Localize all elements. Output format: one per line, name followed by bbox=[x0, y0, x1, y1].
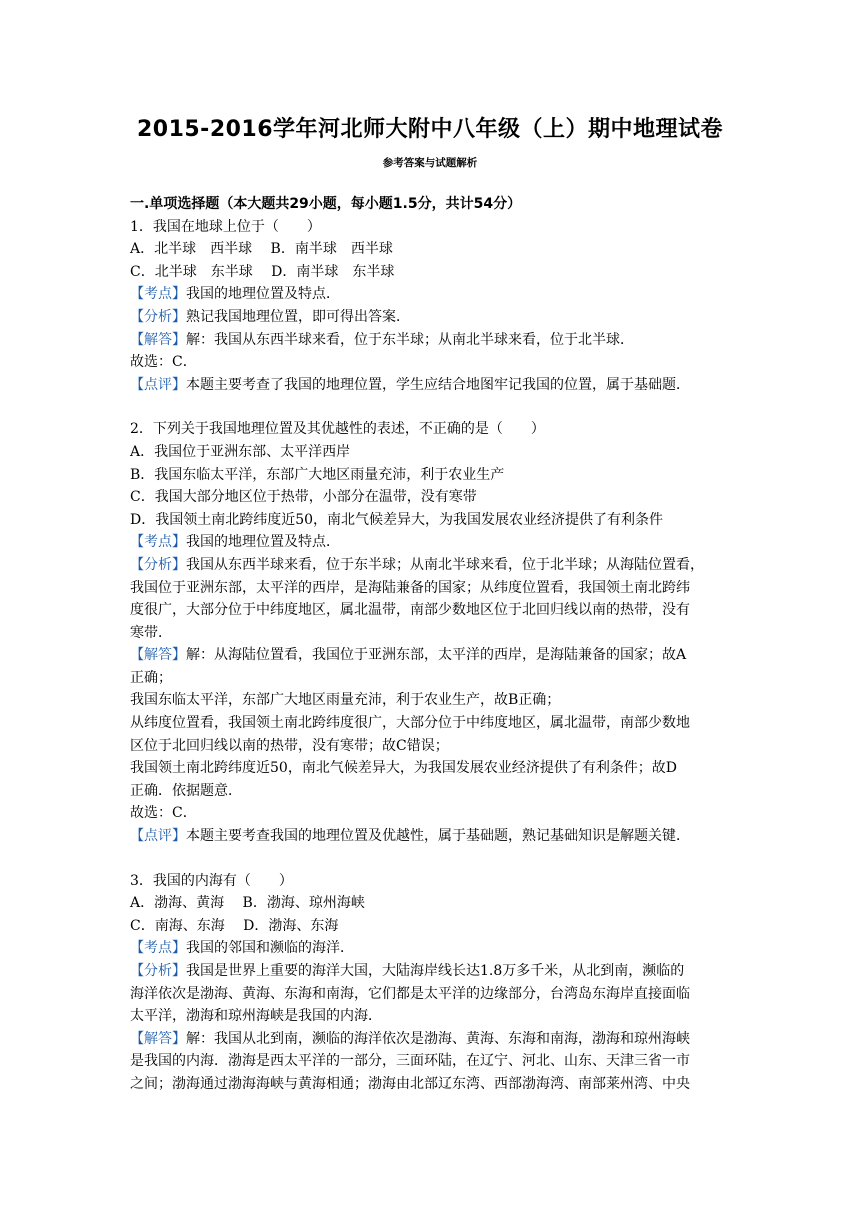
question-stem: 3．我国的内海有（ ） bbox=[130, 872, 293, 889]
fenxi-row bbox=[130, 306, 740, 329]
jieda-row bbox=[130, 1028, 740, 1051]
jieda-text: 解：我国从东西半球来看，位于东半球；从南北半球来看，位于北半球． bbox=[186, 331, 634, 348]
option-row: B．我国东临太平洋，东部广大地区雨量充沛，利于农业生产 bbox=[130, 466, 505, 483]
section-heading: 一.单项选择题（本大题共29小题，每小题1.5分，共计54分） bbox=[130, 196, 522, 212]
text-line: 是我国的内海．渤海是西太平洋的一部分，三面环陆，在辽宁、河北、山东、天津三省一市 bbox=[130, 1053, 690, 1070]
question-1 bbox=[130, 216, 740, 397]
dianping-tag: 【点评】 bbox=[130, 376, 186, 393]
text-line: 我国东临太平洋，东部广大地区雨量充沛，利于农业生产，故B正确； bbox=[130, 692, 561, 709]
spacer bbox=[130, 396, 740, 418]
dianping-row bbox=[130, 825, 740, 848]
option-row: A．渤海、黄海 B．渤海、琼州海峡 bbox=[130, 895, 365, 912]
fenxi-text: 我国是世界上重要的海洋大国，大陆海岸线长达1.8万多千米，从北到南，濒临的 bbox=[186, 963, 685, 979]
dianping-tag: 【点评】 bbox=[130, 828, 186, 845]
kaodian-tag: 【考点】 bbox=[130, 940, 186, 957]
document-body bbox=[130, 193, 740, 1096]
jieda-tag: 【解答】 bbox=[130, 331, 186, 348]
jieda-tag: 【解答】 bbox=[130, 647, 186, 664]
kaodian-row bbox=[130, 531, 740, 554]
spacer bbox=[130, 848, 740, 870]
question-stem: 2．下列关于我国地理位置及其优越性的表述，不正确的是（ ） bbox=[130, 421, 545, 438]
answer-select: 故选：C． bbox=[130, 354, 197, 371]
text-line: 海洋依次是渤海、黄海、东海和南海，它们都是太平洋的边缘部分，台湾岛东海岸直接面临 bbox=[130, 985, 690, 1002]
fenxi-tag: 【分析】 bbox=[130, 308, 186, 325]
kaodian-text: 我国的邻国和濒临的海洋． bbox=[186, 940, 354, 957]
kaodian-row bbox=[130, 283, 740, 306]
question-2 bbox=[130, 418, 740, 847]
dianping-text: 本题主要考查了我国的地理位置，学生应结合地图牢记我国的位置，属于基础题． bbox=[186, 376, 690, 393]
text-line: 正确； bbox=[130, 669, 172, 686]
text-line: 区位于北回归线以南的热带，没有寒带；故C错误； bbox=[130, 737, 449, 754]
jieda-text: 解：从海陆位置看，我国位于亚洲东部，太平洋的西岸，是海陆兼备的国家；故A bbox=[186, 647, 687, 664]
option-row: C．我国大部分地区位于热带，小部分在温带，没有寒带 bbox=[130, 489, 477, 506]
option-row: D．我国领土南北跨纬度近50，南北气候差异大，为我国发展农业经济提供了有利条件 bbox=[130, 511, 664, 528]
text-line: 之间；渤海通过渤海海峡与黄海相通；渤海由北部辽东湾、西部渤海湾、南部莱州湾、中央 bbox=[130, 1075, 690, 1092]
fenxi-row bbox=[130, 554, 740, 577]
fenxi-tag: 【分析】 bbox=[130, 963, 186, 979]
text-line: 寒带． bbox=[130, 624, 172, 641]
fenxi-text: 熟记我国地理位置，即可得出答案． bbox=[186, 308, 410, 325]
kaodian-text: 我国的地理位置及特点． bbox=[186, 534, 340, 551]
question-stem: 1．我国在地球上位于（ ） bbox=[130, 218, 321, 235]
answer-select: 故选：C． bbox=[130, 805, 197, 822]
jieda-tag: 【解答】 bbox=[130, 1030, 186, 1047]
option-row: A．北半球 西半球 B．南半球 西半球 bbox=[130, 241, 393, 258]
fenxi-tag: 【分析】 bbox=[130, 556, 186, 573]
text-line: 度很广，大部分位于中纬度地区，属北温带，南部少数地区位于北回归线以南的热带，没有 bbox=[130, 602, 690, 619]
fenxi-row bbox=[130, 960, 740, 983]
text-line: 从纬度位置看，我国领土南北跨纬度很广，大部分位于中纬度地区，属北温带，南部少数地 bbox=[130, 715, 690, 732]
dianping-row bbox=[130, 374, 740, 397]
option-row: C．北半球 东半球 D．南半球 东半球 bbox=[130, 263, 395, 280]
kaodian-tag: 【考点】 bbox=[130, 534, 186, 551]
text-line: 我国领土南北跨纬度近50，南北气候差异大，为我国发展农业经济提供了有利条件；故D bbox=[130, 760, 678, 777]
question-3 bbox=[130, 870, 740, 1096]
text-line: 我国位于亚洲东部，太平洋的西岸，是海陆兼备的国家；从纬度位置看，我国领土南北跨纬 bbox=[130, 579, 690, 596]
kaodian-row bbox=[130, 937, 740, 960]
page-subtitle: 参考答案与试题解析 bbox=[382, 157, 478, 169]
text-line: 正确．依据题意． bbox=[130, 782, 242, 799]
jieda-row bbox=[130, 644, 740, 667]
kaodian-text: 我国的地理位置及特点． bbox=[186, 286, 340, 303]
option-row: C．南海、东海 D．渤海、东海 bbox=[130, 917, 339, 934]
jieda-text: 解：我国从北到南，濒临的海洋依次是渤海、黄海、东海和南海，渤海和琼州海峡 bbox=[186, 1030, 690, 1047]
text-line: 太平洋，渤海和琼州海峡是我国的内海． bbox=[130, 1008, 382, 1025]
option-row: A．我国位于亚洲东部、太平洋西岸 bbox=[130, 443, 351, 460]
jieda-row bbox=[130, 329, 740, 352]
page-title: 2015-2016学年河北师大附中八年级（上）期中地理试卷 bbox=[136, 117, 724, 142]
kaodian-tag: 【考点】 bbox=[130, 286, 186, 303]
fenxi-text: 我国从东西半球来看，位于东半球；从南北半球来看，位于北半球；从海陆位置看， bbox=[186, 556, 704, 573]
dianping-text: 本题主要考查我国的地理位置及优越性，属于基础题，熟记基础知识是解题关键． bbox=[186, 828, 690, 845]
